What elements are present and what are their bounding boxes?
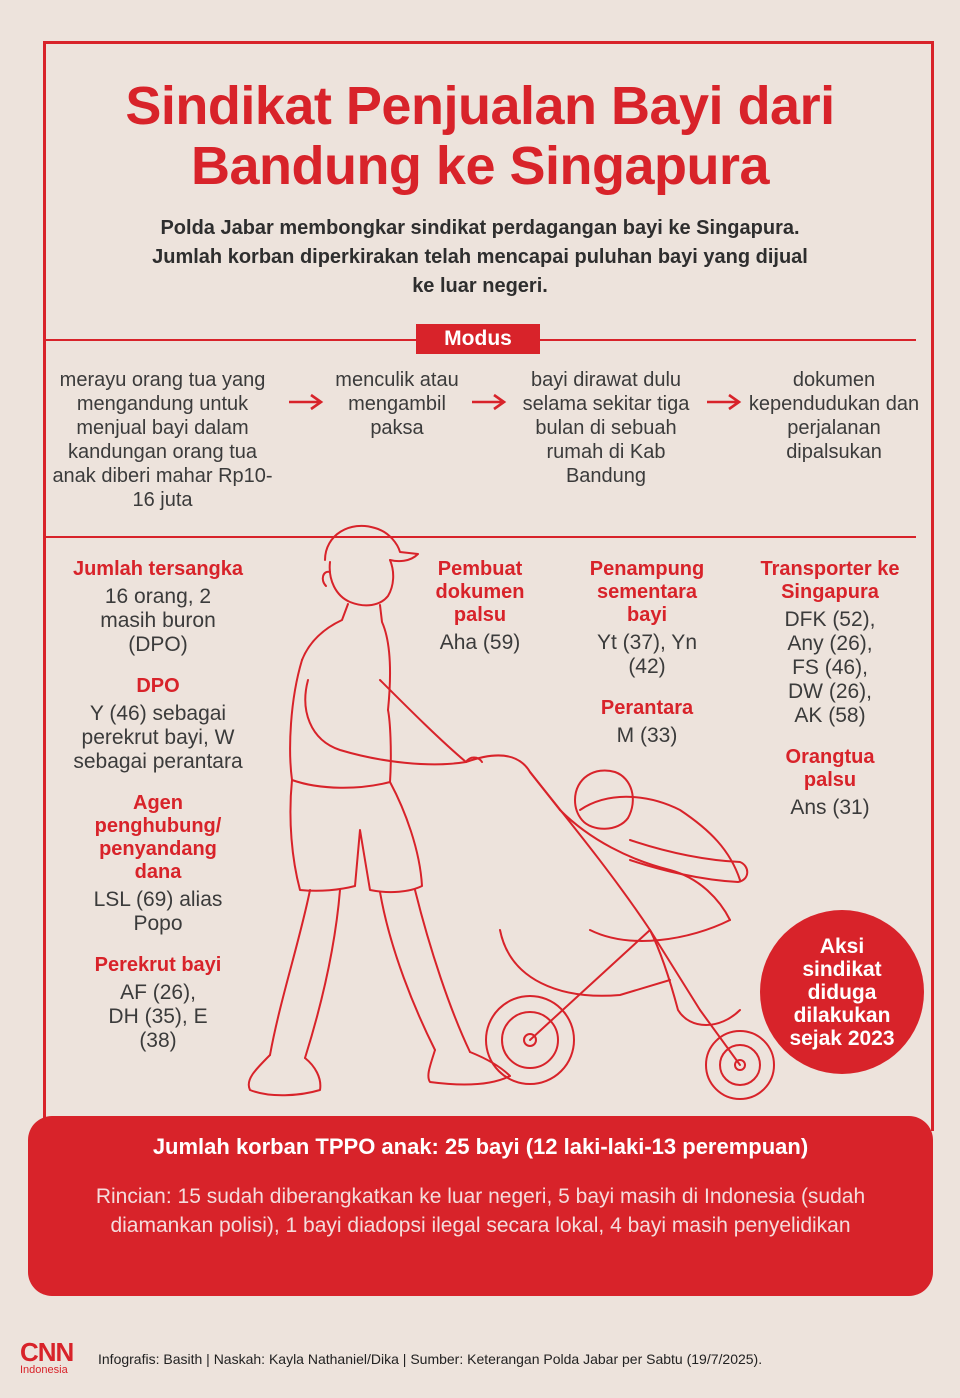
page-title: Sindikat Penjualan Bayi dari Bandung ke Singapura bbox=[125, 76, 835, 196]
arrow-right-icon bbox=[287, 392, 325, 412]
summary-panel bbox=[28, 1116, 933, 1296]
modus-step-3: bayi dirawat dulu selama sekitar tiga bulan di sebuah rumah di Kab Bandung bbox=[522, 369, 690, 487]
value-perekrut: AF (26), DH (35), E (38) bbox=[108, 981, 208, 1052]
value-penampung: Yt (37), Yn (42) bbox=[597, 631, 697, 678]
callout-circle bbox=[760, 910, 924, 1074]
logo-brand: CNN bbox=[20, 1337, 74, 1367]
label-dpo: DPO bbox=[136, 675, 180, 697]
label-jumlah-tersangka: Jumlah tersangka bbox=[72, 558, 244, 580]
cnn-indonesia-logo bbox=[20, 1337, 82, 1377]
column-suspects bbox=[48, 558, 268, 1053]
modus-step-1: merayu orang tua yang mengandung untuk menjual bayi dalam kandungan orang tua anak diberi mahar Rp10-16 juta bbox=[52, 369, 273, 511]
modus-step-4: dokumen kependudukan dan perjalanan dipalsukan bbox=[748, 369, 920, 463]
value-perantara: M (33) bbox=[616, 724, 678, 747]
label-perekrut: Perekrut bayi bbox=[94, 954, 222, 976]
column-document-forger bbox=[420, 558, 540, 655]
summary-title: Jumlah korban TPPO anak: 25 bayi (12 laki-laki-13 perempuan) bbox=[152, 1134, 809, 1159]
label-agen: Agen penghubung/ penyandang dana bbox=[94, 792, 222, 883]
modus-divider-right bbox=[540, 339, 916, 341]
value-orangtua: Ans (31) bbox=[790, 796, 870, 819]
arrow-right-icon bbox=[705, 392, 743, 412]
arrow-right-icon bbox=[470, 392, 508, 412]
label-orangtua: Orangtua palsu bbox=[785, 746, 875, 791]
column-temporary-holder bbox=[572, 558, 722, 748]
label-transporter: Transporter ke Singapura bbox=[760, 558, 900, 603]
value-agen: LSL (69) alias Popo bbox=[93, 888, 223, 935]
credits-footer: Infografis: Basith | Naskah: Kayla Nathaniel/Dika | Sumber: Keterangan Polda Jabar per Sabtu (19/7/2025). bbox=[98, 1351, 763, 1367]
modus-step-2: menculik atau mengambil paksa bbox=[335, 369, 459, 439]
label-perantara: Perantara bbox=[600, 697, 694, 719]
value-dpo: Y (46) sebagai perekrut bayi, W sebagai perantara bbox=[73, 702, 243, 773]
label-penampung: Penampung sementara bayi bbox=[589, 558, 705, 626]
modus-badge: Modus bbox=[416, 324, 540, 354]
column-transporter bbox=[740, 558, 920, 820]
logo-sub: Indonesia bbox=[20, 1364, 68, 1376]
value-transporter: DFK (52), Any (26), FS (46), DW (26), AK (58) bbox=[784, 608, 876, 727]
value-jumlah-tersangka: 16 orang, 2 masih buron (DPO) bbox=[100, 585, 216, 656]
label-pembuat: Pembuat dokumen palsu bbox=[435, 558, 525, 626]
summary-text: Rincian: 15 sudah diberangkatkan ke luar negeri, 5 bayi masih di Indonesia (sudah diamankan polisi), 1 bayi diadopsi ilegal secara lokal, 4 bayi masih penyelidikan bbox=[95, 1185, 866, 1237]
lead-paragraph: Polda Jabar membongkar sindikat perdagangan bayi ke Singapura. Jumlah korban diperkirakan telah mencapai puluhan bayi yang dijual ke luar negeri. bbox=[152, 217, 808, 297]
callout-text: Aksi sindikat diduga dilakukan sejak 2023 bbox=[789, 934, 895, 1050]
value-pembuat: Aha (59) bbox=[439, 631, 521, 654]
modus-divider-left bbox=[43, 339, 416, 341]
